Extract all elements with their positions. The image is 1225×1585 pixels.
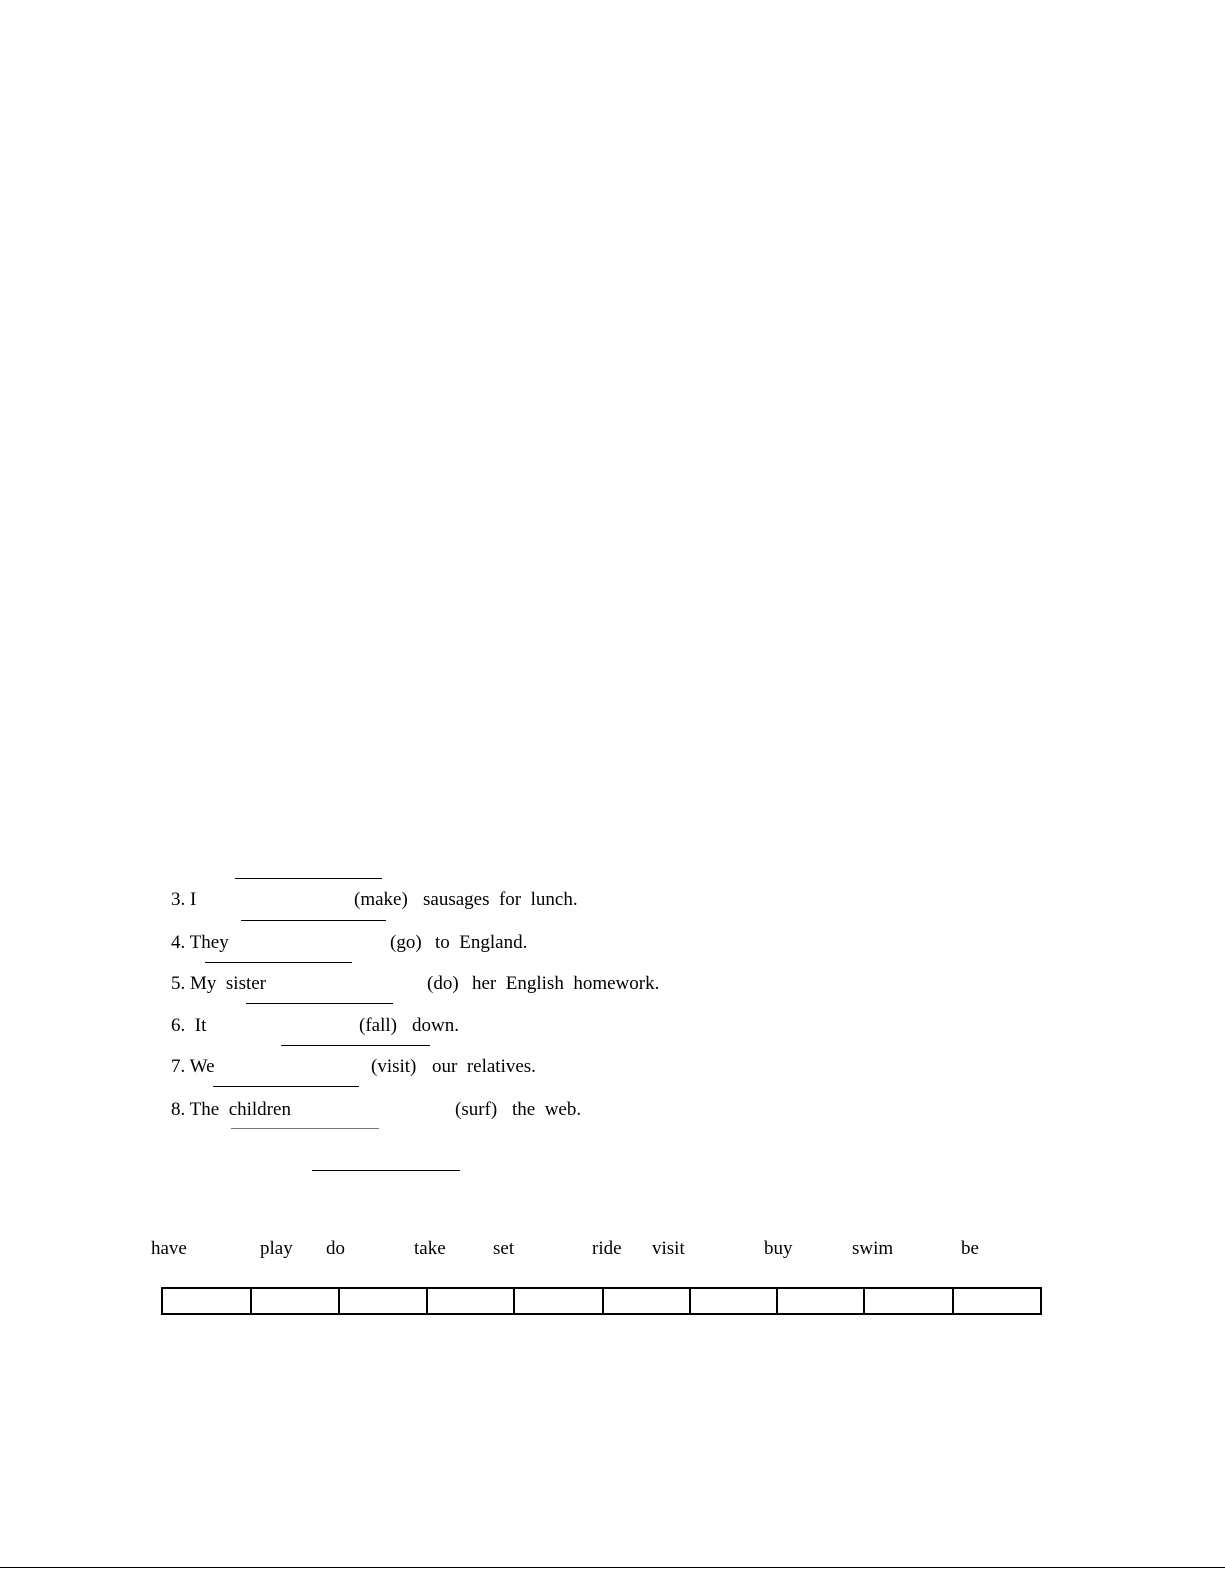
- item-sentence-rest: sausages for lunch.: [423, 889, 578, 910]
- answer-cell[interactable]: [514, 1288, 603, 1314]
- answer-blank[interactable]: [213, 1086, 359, 1087]
- item-sentence-rest: our relatives.: [432, 1056, 536, 1077]
- word-bank-item: set: [493, 1238, 515, 1259]
- item-verb-hint: (do): [427, 973, 459, 994]
- word-bank-item: ride: [592, 1238, 622, 1259]
- answer-cell[interactable]: [162, 1288, 251, 1314]
- answer-cell[interactable]: [777, 1288, 864, 1314]
- answer-cell[interactable]: [339, 1288, 427, 1314]
- item-number: 7. We: [171, 1056, 215, 1077]
- answer-cell[interactable]: [251, 1288, 339, 1314]
- word-bank-item: visit: [652, 1238, 685, 1259]
- answer-blank[interactable]: [312, 1170, 460, 1171]
- word-bank-item: be: [961, 1238, 979, 1259]
- answer-table: [161, 1287, 1042, 1315]
- item-sentence-rest: her English homework.: [472, 973, 660, 994]
- answer-cell[interactable]: [690, 1288, 777, 1314]
- answer-blank[interactable]: [246, 1003, 393, 1004]
- page-bottom-rule: [0, 1567, 1225, 1568]
- item-number: 5. My sister: [171, 973, 266, 994]
- item-number: 4. They: [171, 932, 229, 953]
- item-verb-hint: (go): [390, 932, 422, 953]
- item-verb-hint: (make): [354, 889, 408, 910]
- answer-blank[interactable]: [205, 962, 352, 963]
- item-number: 3. I: [171, 889, 197, 910]
- item-number: 8. The children: [171, 1099, 291, 1120]
- item-sentence-rest: to England.: [435, 932, 528, 953]
- word-bank-item: do: [326, 1238, 345, 1259]
- item-verb-hint: (surf): [455, 1099, 498, 1120]
- item-verb-hint: (visit): [371, 1056, 417, 1077]
- word-bank-item: swim: [852, 1238, 894, 1259]
- answer-cell[interactable]: [953, 1288, 1041, 1314]
- word-bank-item: have: [151, 1238, 187, 1259]
- answer-cell[interactable]: [603, 1288, 690, 1314]
- item-verb-hint: (fall): [359, 1015, 397, 1036]
- answer-blank[interactable]: [231, 1128, 379, 1129]
- answer-blank[interactable]: [281, 1045, 430, 1046]
- answer-cell[interactable]: [427, 1288, 514, 1314]
- word-bank-item: take: [414, 1238, 446, 1259]
- answer-blank[interactable]: [241, 920, 386, 921]
- word-bank-item: buy: [764, 1238, 793, 1259]
- item-number: 6. It: [171, 1015, 207, 1036]
- word-bank-item: play: [260, 1238, 293, 1259]
- answer-blank[interactable]: [235, 878, 382, 879]
- item-sentence-rest: down.: [412, 1015, 459, 1036]
- table-row: [162, 1288, 1041, 1314]
- item-sentence-rest: the web.: [512, 1099, 582, 1120]
- answer-cell[interactable]: [864, 1288, 953, 1314]
